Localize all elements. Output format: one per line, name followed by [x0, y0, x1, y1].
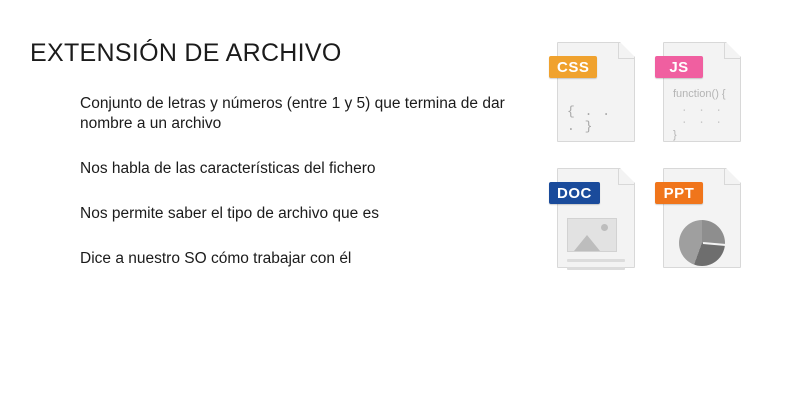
mountain-shape	[574, 235, 600, 251]
ppt-extension-tab: PPT	[655, 182, 703, 204]
css-code-text: { . . . }	[567, 104, 612, 134]
page-fold-edge	[724, 168, 741, 185]
doc-file-icon	[557, 168, 635, 268]
page-fold-edge	[618, 42, 635, 59]
css-extension-tab: CSS	[549, 56, 597, 78]
page-fold-edge	[724, 42, 741, 59]
list-item: Nos permite saber el tipo de archivo que es	[80, 205, 379, 223]
bullet-list	[30, 94, 545, 271]
css-file-icon	[557, 42, 635, 142]
file-icon-grid	[557, 42, 800, 280]
list-item: Conjunto de letras y números (entre 1 y 5) que termina de dar nombre a un archivo	[80, 94, 505, 133]
list-item: Dice a nuestro SO cómo trabajar con él	[80, 250, 352, 268]
doc-file-body	[557, 208, 635, 268]
js-code-line-1: function() {	[673, 88, 726, 100]
css-file-body	[557, 82, 635, 142]
picture-icon	[567, 218, 617, 252]
js-code-line-3: }	[673, 128, 677, 141]
text-lines-placeholder	[567, 259, 625, 270]
pie-chart-icon	[679, 220, 725, 266]
js-extension-tab: JS	[655, 56, 703, 78]
page-title: EXTENSIÓN DE ARCHIVO	[30, 39, 342, 67]
text-line	[567, 259, 625, 262]
text-line	[567, 267, 625, 270]
js-file-icon	[663, 42, 741, 142]
sun-shape	[601, 224, 608, 231]
list-item: Nos habla de las características del fichero	[80, 160, 376, 178]
icon-column	[545, 0, 800, 400]
ppt-file-body	[663, 208, 741, 268]
js-code-line-2: . . . . . .	[681, 102, 725, 127]
js-file-body	[663, 82, 741, 142]
page-fold-edge	[618, 168, 635, 185]
doc-extension-tab: DOC	[549, 182, 600, 204]
ppt-file-icon	[663, 168, 741, 268]
